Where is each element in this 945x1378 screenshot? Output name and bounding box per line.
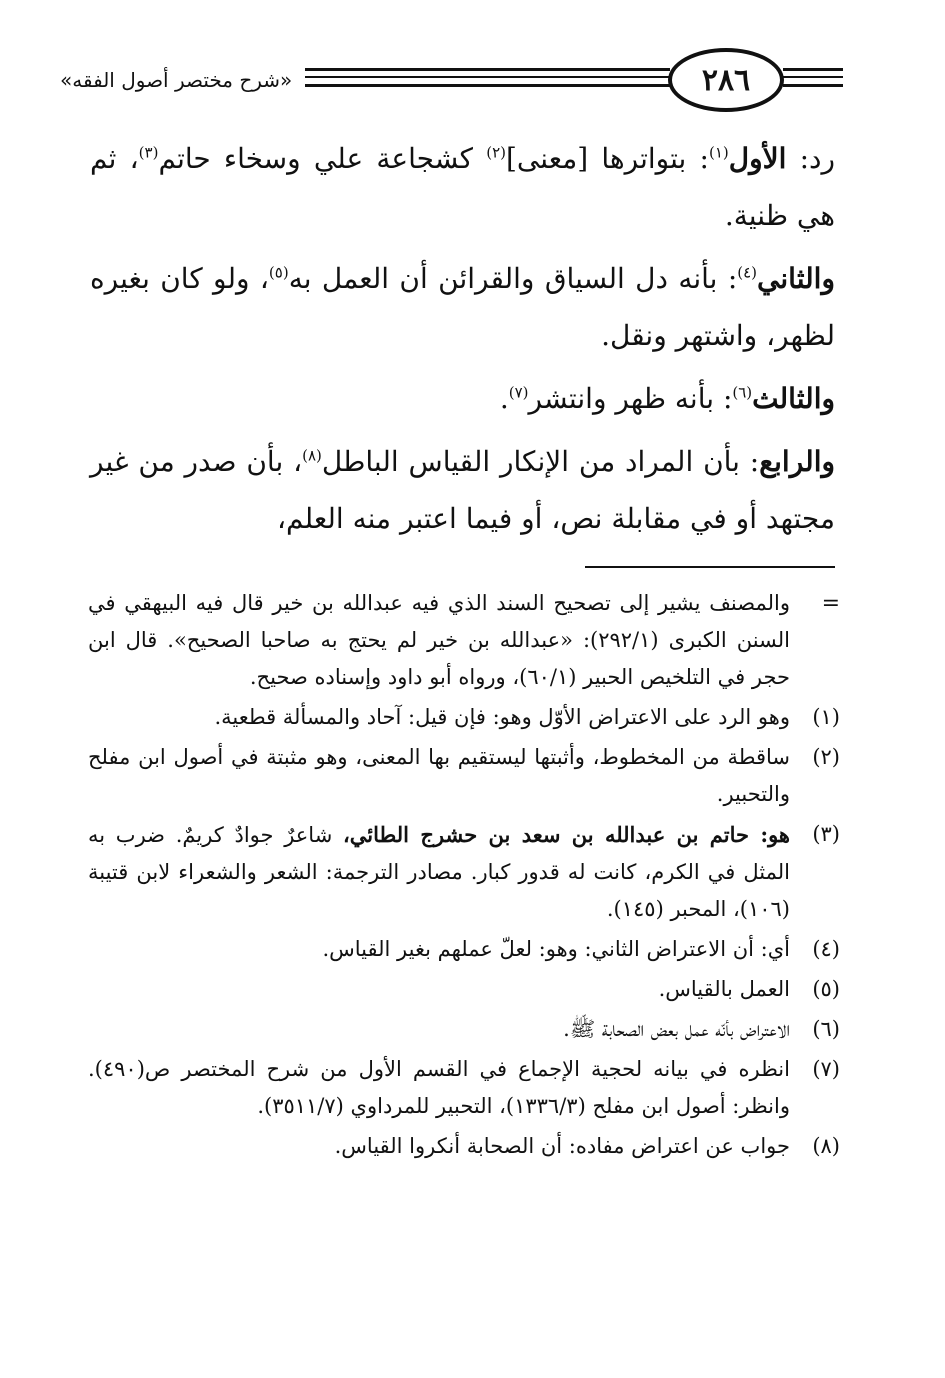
footnote-text: الاعتراض بأنّه عمل بعض الصحابة ﷺ. bbox=[563, 1017, 790, 1041]
footnote-divider bbox=[585, 566, 835, 568]
header-line-top bbox=[305, 68, 670, 71]
header-line-middle bbox=[305, 76, 670, 78]
footnote-ref: (٦) bbox=[732, 383, 753, 402]
footnote-text: انظره في بيانه لحجية الإجماع في القسم الأول من شرح المختصر ص(٤٩٠). وانظر: أصول ابن مفلح (١٣٣٦/٣)، التحبير للمرداوي (٣٥١١/٧). bbox=[88, 1057, 790, 1118]
footnote-7 bbox=[88, 1051, 840, 1125]
footnote-number: (٥) bbox=[812, 977, 840, 1001]
page-number-oval bbox=[668, 48, 784, 112]
footnote-text: أي: أن الاعتراض الثاني: وهو: لعلّ عملهم بغير القياس. bbox=[322, 937, 790, 961]
footnote-3 bbox=[88, 816, 840, 928]
footnote-continuation bbox=[88, 585, 840, 696]
term-fourth: والرابع bbox=[759, 445, 835, 478]
text: . bbox=[499, 382, 509, 415]
text: : بأنه ظهر وانتشر bbox=[528, 382, 733, 415]
text: ، ثم هي ظنية. bbox=[90, 142, 835, 232]
main-text bbox=[90, 130, 835, 553]
footnote-number: (٣) bbox=[812, 822, 840, 846]
paragraph-third bbox=[90, 370, 835, 427]
term-third: والثالث bbox=[752, 382, 835, 415]
footnote-number: (٧) bbox=[812, 1057, 840, 1081]
footnote-number: (٢) bbox=[812, 745, 840, 769]
footnote-number: (٦) bbox=[812, 1017, 840, 1041]
text: رد: bbox=[786, 142, 836, 175]
footnote-6 bbox=[88, 1011, 840, 1048]
text: : بأن المراد من الإنكار القياس الباطل bbox=[321, 445, 760, 478]
footnote-2 bbox=[88, 739, 840, 813]
footnote-ref: (٣) bbox=[138, 143, 159, 162]
text: : بتواترها [معنى] bbox=[505, 142, 709, 175]
running-title: «شرح مختصر أصول الفقه» bbox=[60, 68, 293, 92]
footnote-1 bbox=[88, 699, 840, 736]
paragraph-second bbox=[90, 250, 835, 364]
footnotes bbox=[88, 585, 840, 1168]
footnote-4 bbox=[88, 931, 840, 968]
text: كشجاعة علي وسخاء حاتم bbox=[158, 142, 487, 175]
paragraph-fourth bbox=[90, 433, 835, 547]
footnote-ref: (٢) bbox=[486, 143, 506, 162]
footnote-text: جواب عن اعتراض مفاده: أن الصحابة أنكروا القياس. bbox=[334, 1134, 790, 1158]
footnote-number: (١) bbox=[812, 705, 840, 729]
text: : بأنه دل السياق والقرائن أن العمل به bbox=[288, 262, 738, 295]
header-line-bottom bbox=[305, 84, 670, 87]
footnote-bold-text: هو: حاتم بن عبدالله بن سعد بن حشرج الطائي، bbox=[343, 822, 790, 847]
term-first: الأول bbox=[728, 142, 787, 175]
footnote-text: والمصنف يشير إلى تصحيح السند الذي فيه عبدالله بن خير قال فيه البيهقي في السنن الكبرى (٢٩٢/١): «عبدالله بن خير لم يحتج به صاحبا الصحيح». قال ابن حجر في التلخيص الحبير (٦٠/١)، ورواه أبو داود وإسناده صحيح. bbox=[88, 591, 791, 689]
footnote-text bbox=[88, 816, 790, 928]
term-second: والثاني bbox=[757, 262, 835, 295]
text: ، بأن صدر من غير مجتهد أو في مقابلة نص، أو فيما اعتبر منه العلم، bbox=[90, 445, 835, 535]
footnote-ref: (٧) bbox=[508, 383, 529, 402]
paragraph-first bbox=[90, 130, 835, 244]
footnote-text: العمل بالقياس. bbox=[658, 977, 790, 1001]
continuation-marker: = bbox=[821, 591, 840, 616]
footnote-ref: (٤) bbox=[737, 263, 758, 282]
footnote-ref: (٥) bbox=[268, 263, 289, 282]
header-line-right-bottom bbox=[783, 84, 843, 87]
footnote-text: ساقطة من المخطوط، وأثبتها ليستقيم بها المعنى، وهو مثبتة في أصول ابن مفلح والتحبير. bbox=[88, 745, 790, 806]
page-number: ٢٨٦ bbox=[701, 62, 751, 98]
footnote-number: (٤) bbox=[812, 937, 840, 961]
footnote-ref: (٨) bbox=[302, 446, 322, 465]
page-header bbox=[0, 30, 945, 120]
footnote-ref: (١) bbox=[708, 143, 729, 162]
header-line-right-middle bbox=[783, 76, 843, 78]
footnote-text: وهو الرد على الاعتراض الأوّل وهو: فإن قيل: آحاد والمسألة قطعية. bbox=[214, 705, 790, 729]
text: ، ولو كان بغيره لظهر، واشتهر ونقل. bbox=[90, 262, 835, 352]
footnote-plain-text: شاعرٌ جوادٌ كريمٌ. ضرب به المثل في الكرم، كانت له قدور كبار. مصادر الترجمة: الشعر والشعراء لابن قتيبة (١٠٦)، المحبر (١٤٥). bbox=[88, 823, 790, 921]
header-line-right-top bbox=[783, 68, 843, 71]
footnote-number: (٨) bbox=[812, 1134, 840, 1158]
footnote-5 bbox=[88, 971, 840, 1008]
footnote-8 bbox=[88, 1128, 840, 1165]
